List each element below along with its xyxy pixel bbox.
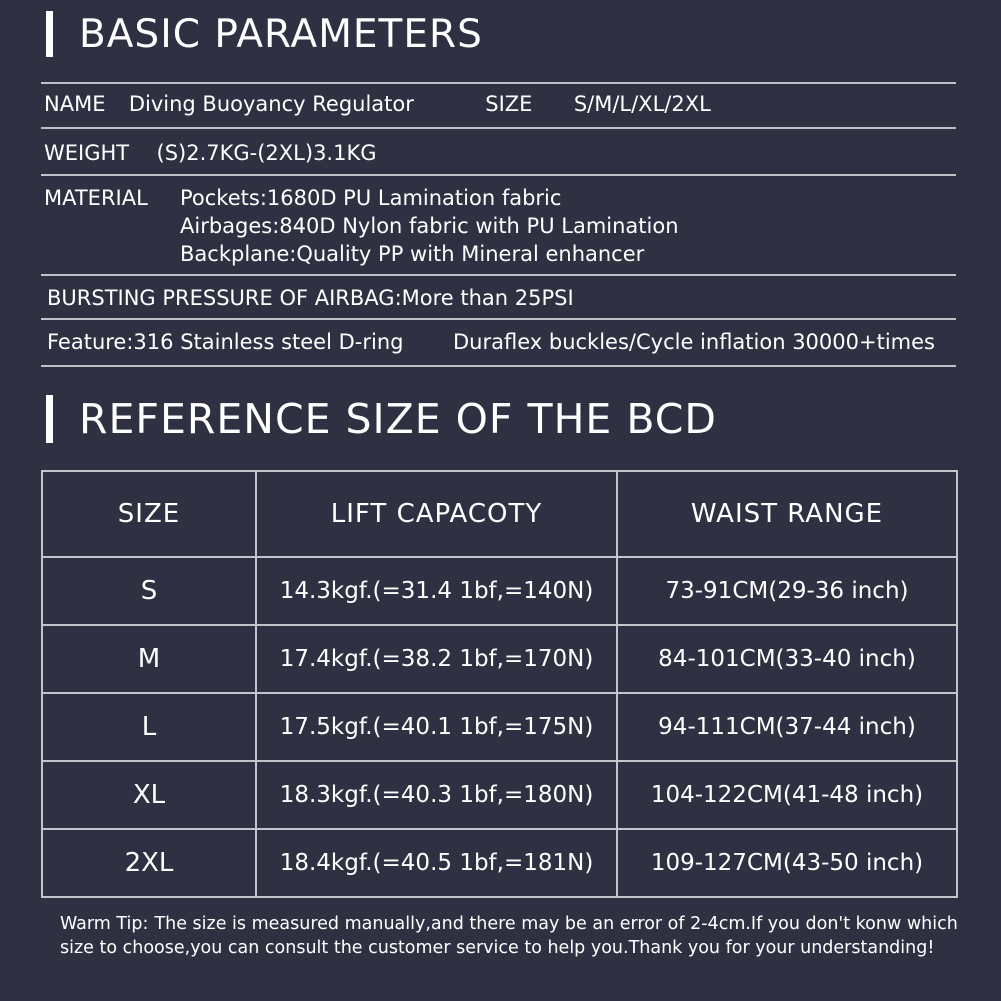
weight-row <box>44 139 377 167</box>
size-value: S/M/L/XL/2XL <box>573 92 711 116</box>
lift-cell: 14.3kgf.(=31.4 1bf,=140N) <box>256 557 617 625</box>
waist-cell: 73-91CM(29-36 inch) <box>617 557 957 625</box>
material-line-backplane: Backplane:Quality PP with Mineral enhancer <box>180 242 645 266</box>
material-line-pockets: Pockets:1680D PU Lamination fabric <box>180 186 562 210</box>
size-cell: M <box>42 625 256 693</box>
waist-cell: 104-122CM(41-48 inch) <box>617 761 957 829</box>
feature-buckles: Duraflex buckles/Cycle inflation 30000+times <box>453 330 935 354</box>
lift-cell: 17.5kgf.(=40.1 1bf,=175N) <box>256 693 617 761</box>
divider <box>41 127 956 129</box>
basic-parameters-title: BASIC PARAMETERS <box>79 11 483 57</box>
heading-accent-bar <box>46 395 53 443</box>
weight-value: (S)2.7KG-(2XL)3.1KG <box>156 141 377 165</box>
weight-label: WEIGHT <box>44 141 130 165</box>
header-lift-capacity: LIFT CAPACOTY <box>256 471 617 557</box>
size-cell: L <box>42 693 256 761</box>
name-size-row <box>44 90 711 118</box>
name-label: NAME <box>44 92 106 116</box>
divider <box>41 365 956 367</box>
warm-tip-label: Warm Tip: <box>60 914 149 934</box>
table-row <box>42 829 957 897</box>
divider <box>41 274 956 276</box>
size-cell: S <box>42 557 256 625</box>
size-label: SIZE <box>485 92 533 116</box>
lift-cell: 18.3kgf.(=40.3 1bf,=180N) <box>256 761 617 829</box>
table-row <box>42 625 957 693</box>
table-row <box>42 557 957 625</box>
bursting-pressure: BURSTING PRESSURE OF AIRBAG:More than 25PSI <box>47 286 574 310</box>
lift-cell: 18.4kgf.(=40.5 1bf,=181N) <box>256 829 617 897</box>
reference-size-title: REFERENCE SIZE OF THE BCD <box>79 395 717 443</box>
size-table <box>41 470 958 898</box>
warm-tip-text: The size is measured manually,and there may be an error of 2-4cm.If you don't konw which size to choose,you can consult the customer service to help you.Thank you for your understanding! <box>60 914 958 958</box>
size-cell: 2XL <box>42 829 256 897</box>
reference-size-heading <box>46 392 717 446</box>
table-header-row <box>42 471 957 557</box>
lift-cell: 17.4kgf.(=38.2 1bf,=170N) <box>256 625 617 693</box>
waist-cell: 94-111CM(37-44 inch) <box>617 693 957 761</box>
material-label: MATERIAL <box>44 186 148 210</box>
header-waist-range: WAIST RANGE <box>617 471 957 557</box>
divider <box>41 82 956 84</box>
header-size: SIZE <box>42 471 256 557</box>
divider <box>41 318 956 320</box>
size-cell: XL <box>42 761 256 829</box>
waist-cell: 84-101CM(33-40 inch) <box>617 625 957 693</box>
table-row <box>42 693 957 761</box>
name-value: Diving Buoyancy Regulator <box>128 92 414 116</box>
divider <box>41 174 956 176</box>
feature-d-ring: Feature:316 Stainless steel D-ring <box>47 330 404 354</box>
material-line-airbages: Airbages:840D Nylon fabric with PU Lamination <box>180 214 679 238</box>
table-row <box>42 761 957 829</box>
heading-accent-bar <box>46 11 53 57</box>
waist-cell: 109-127CM(43-50 inch) <box>617 829 957 897</box>
basic-parameters-heading <box>46 8 483 60</box>
warm-tip <box>60 912 960 960</box>
